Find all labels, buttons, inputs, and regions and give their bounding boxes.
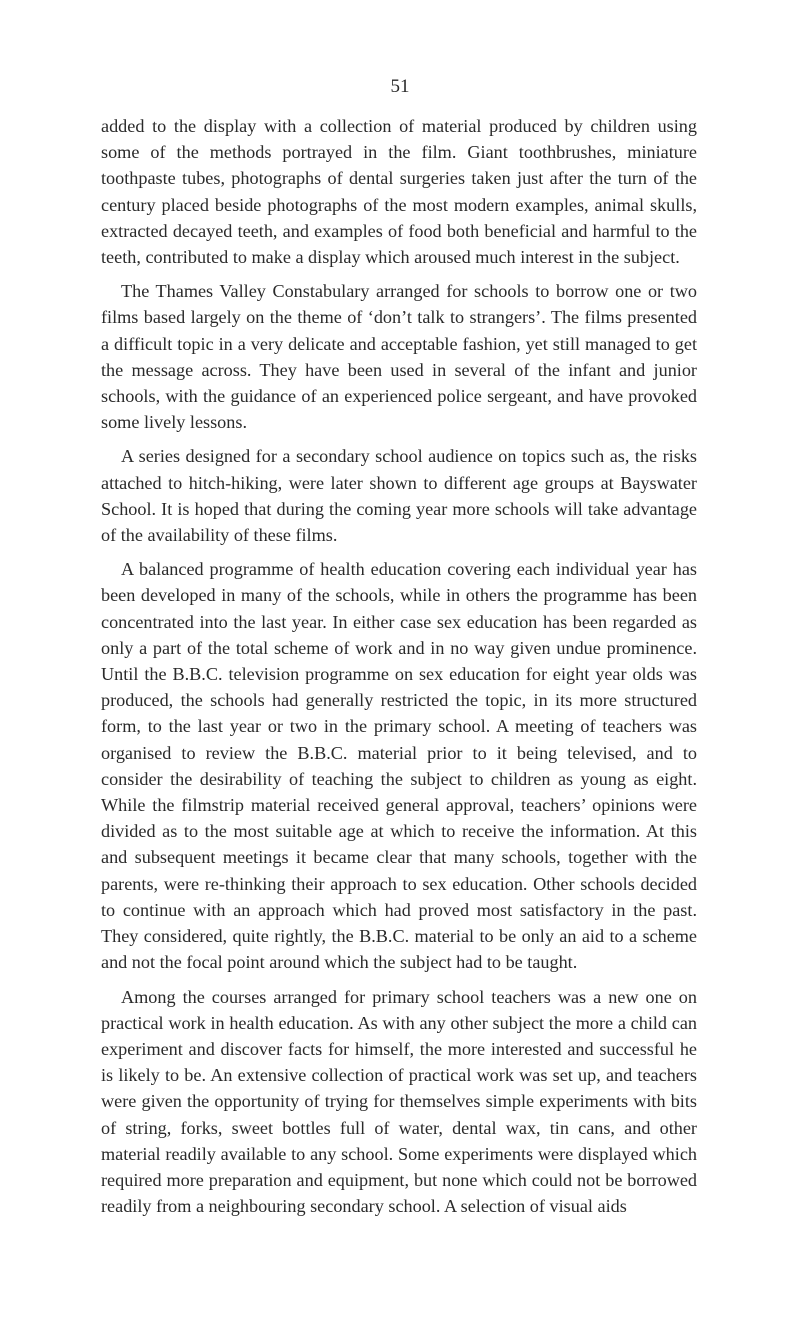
body-text — [101, 113, 697, 1227]
paragraph-thames-valley-films: The Thames Valley Constabulary arranged for schools to borrow one or two films based largely on the theme of ‘don’t talk to strangers’. The films presented a difficult topic in a very delicate and acceptable fashion, yet still managed to get the message across. They have been used in several of the infant and junior schools, with the guidance of an experienced police sergeant, and have provoked some lively lessons. — [101, 281, 697, 433]
page-number: 51 — [390, 76, 410, 97]
paragraph-secondary-series: A series designed for a secondary school audience on topics such as, the risks attached to hitch-hiking, were later shown to different age groups at Bayswater School. It is hoped that during the coming year more schools will take advantage of the availability of these films. — [101, 446, 697, 546]
paragraph-health-programme: A balanced programme of health education covering each individual year has been developed in many of the schools, while in others the programme has been concentrated into the last year. In either case sex education has been regarded as only a part of the total scheme of work and in no way given undue prominence. Until the B.B.C. television programme on sex education for eight year olds was produced, the schools had generally restricted the topic, in its more structured form, to the last year or two in the primary school. A meeting of teachers was organised to review the B.B.C. material prior to it being televised, and to consider the desirability of teaching the subject to children as young as eight. While the filmstrip material received general approval, teachers’ opinions were divided as to the most suitable age at which to receive the information. At this and subsequent meetings it became clear that many schools, together with the parents, were re-thinking their approach to sex education. Other schools decided to continue with an approach which had proved most satisfactory in the past. They considered, quite rightly, the B.B.C. material to be only an aid to a scheme and not the focal point around which the subject had to be taught. — [101, 559, 697, 973]
paragraph-display-collection: added to the display with a collection of material produced by children using some of the methods portrayed in the film. Giant toothbrushes, miniature toothpaste tubes, photographs of dental surgeries taken just after the turn of the century placed beside photographs of the most modern examples, animal skulls, extracted decayed teeth, and examples of food both beneficial and harmful to the teeth, contributed to make a display which aroused much interest in the subject. — [101, 116, 697, 268]
paragraph-teacher-courses: Among the courses arranged for primary school teachers was a new one on practical work in health education. As with any other subject the more a child can experiment and discover facts for himself, the more interested and successful he is likely to be. An extensive collection of practical work was set up, and teachers were given the opportunity of trying for themselves simple experiments with bits of string, forks, sweet bottles full of water, dental wax, tin cans, and other material readily available to any school. Some experiments were displayed which required more preparation and equipment, but none which could not be borrowed readily from a neighbouring secondary school. A selection of visual aids — [101, 986, 697, 1217]
